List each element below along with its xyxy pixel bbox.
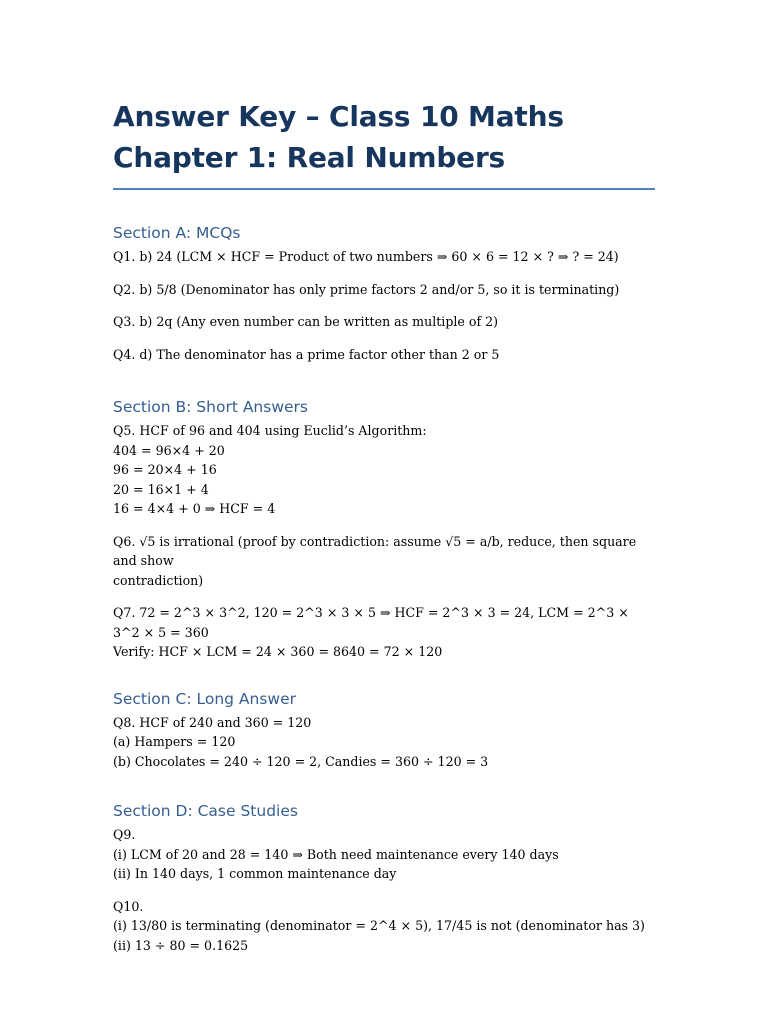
section-b-heading: Section B: Short Answers (113, 398, 308, 416)
section-d-heading: Section D: Case Studies (113, 802, 298, 820)
answer-q5-line: Q5. HCF of 96 and 404 using Euclid’s Algorithm: (113, 423, 427, 438)
answer-q5-line: 20 = 16×1 + 4 (113, 481, 209, 497)
answer-q3: Q3. b) 2q (Any even number can be written as multiple of 2) (113, 314, 499, 329)
document-page (113, 96, 655, 955)
answer-q8-line: Q8. HCF of 240 and 360 = 120 (113, 714, 312, 730)
section-a-heading: Section A: MCQs (113, 224, 241, 242)
answer-q7 (113, 603, 655, 662)
answer-q8-line: (a) Hampers = 120 (113, 734, 236, 749)
answer-q7-line: Verify: HCF × LCM = 24 × 360 = 8640 = 72 × 120 (113, 644, 443, 659)
answer-q5-line: 96 = 20×4 + 16 (113, 462, 217, 477)
answer-q9 (113, 825, 655, 884)
answer-q10 (113, 897, 655, 956)
answer-q1: Q1. b) 24 (LCM × HCF = Product of two numbers ⇒ 60 × 6 = 12 × ? ⇒ ? = 24) (113, 249, 619, 264)
answer-q10-line: Q10. (113, 898, 144, 914)
section-c-heading: Section C: Long Answer (113, 689, 297, 708)
answer-q10-line: (i) 13/80 is terminating (denominator = 2^4 × 5), 17/45 is not (denominator has 3) (113, 918, 645, 933)
answer-q8 (113, 713, 655, 772)
answer-q8-line: (b) Chocolates = 240 ÷ 120 = 2, Candies = 360 ÷ 120 = 3 (113, 753, 489, 769)
answer-q6-line: Q6. √5 is irrational (proof by contradiction: assume √5 = a/b, reduce, then square and show (113, 533, 637, 568)
document-title: Answer Key – Class 10 Maths Chapter 1: Real Numbers (113, 96, 655, 190)
answer-q5-line: 16 = 4×4 + 0 ⇒ HCF = 4 (113, 501, 276, 516)
answer-q10-line: (ii) 13 ÷ 80 = 0.1625 (113, 937, 249, 953)
answer-q7-line: Q7. 72 = 2^3 × 3^2, 120 = 2^3 × 3 × 5 ⇒ HCF = 2^3 × 3 = 24, LCM = 2^3 × 3^2 × 5 = 360 (113, 605, 629, 640)
answer-q6-line: contradiction) (113, 572, 204, 588)
answer-q9-line: (i) LCM of 20 and 28 = 140 ⇒ Both need maintenance every 140 days (113, 846, 559, 862)
answer-q9-line: Q9. (113, 827, 136, 842)
answer-q4: Q4. d) The denominator has a prime factor other than 2 or 5 (113, 346, 500, 362)
answer-q5-line: 404 = 96×4 + 20 (113, 442, 225, 458)
answer-q5 (113, 421, 655, 519)
answer-q9-line: (ii) In 140 days, 1 common maintenance day (113, 866, 397, 881)
answer-q6 (113, 532, 655, 591)
answer-q2: Q2. b) 5/8 (Denominator has only prime factors 2 and/or 5, so it is terminating) (113, 281, 620, 297)
